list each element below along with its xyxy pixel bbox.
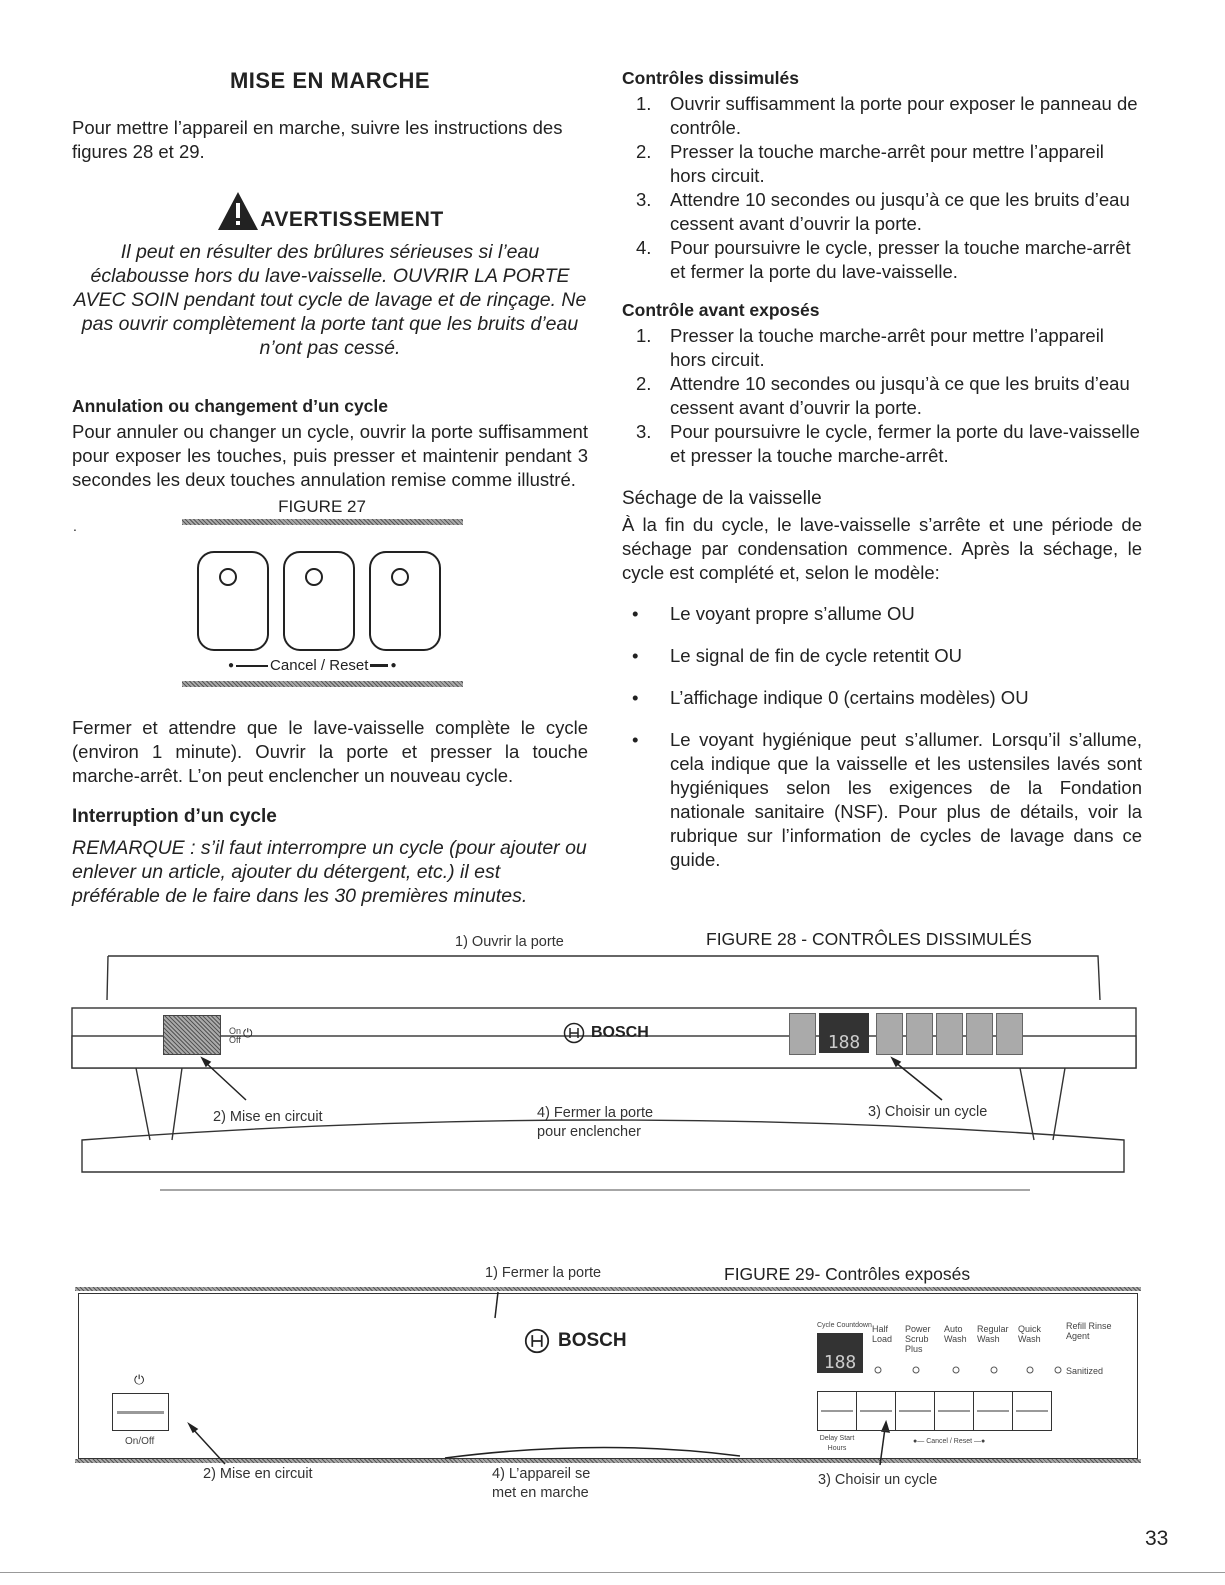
intro-text: Pour mettre l’appareil en marche, suivre les instructions des figures 28 et 29. — [72, 117, 563, 162]
fig27-top-rule — [182, 519, 463, 525]
fig29-key-power[interactable] — [896, 1391, 935, 1431]
fig29-refill-indicator: Refill Rinse Agent — [1066, 1321, 1112, 1341]
list-item: 2. Attendre 10 secondes ou jusqu’à ce que les bruits d’eau cessent avant d’ouvrir la porte. — [636, 373, 1130, 418]
fig28-step4a: 4) Fermer la porte — [537, 1105, 654, 1121]
fig29-key-quick[interactable] — [1013, 1391, 1052, 1431]
fig29-brand: BOSCH — [524, 1328, 627, 1354]
dissimules-steps — [622, 92, 1142, 284]
fig29-key-half[interactable] — [857, 1391, 896, 1431]
list-item: 3. Attendre 10 secondes ou jusqu’à ce que les bruits d’eau cessent avant d’ouvrir la porte. — [636, 189, 1130, 234]
fig28-key-regular[interactable] — [966, 1013, 993, 1055]
fig28-caption: FIGURE 28 - CONTRÔLES DISSIMULÉS — [706, 929, 1032, 949]
list-item: 2. Presser la touche marche-arrêt pour mettre l’appareil hors circuit. — [636, 141, 1104, 186]
fig28-dishwasher-drawing — [70, 950, 1140, 1195]
fig27-dot: . — [73, 518, 77, 534]
list-item: • Le voyant hygiénique peut s’allumer. Lorsqu’il s’allume, cela indique que la vaisselle et les ustensiles lavés sont hygiéniques selon les exigences de la Fondation nationale sanitaire (NSF). Pour plus de détails, voir la rubrique sur l’information de cycles de lavage dans ce guide. — [632, 729, 1142, 870]
fig29-prog-power: Power Scrub Plus — [905, 1324, 931, 1354]
fig27-cancel-reset: ● Cancel / Reset ● — [228, 657, 397, 674]
list-item: • L’affichage indique 0 (certains modèles) OU — [632, 687, 1029, 708]
fig28-key-half[interactable] — [876, 1013, 903, 1055]
fig29-prog-regular: Regular Wash — [977, 1324, 1009, 1344]
power-icon: ⏻ — [134, 1372, 145, 1387]
fig29-step4b: met en marche — [492, 1485, 589, 1501]
fig29-step3: 3) Choisir un cycle — [818, 1472, 938, 1488]
list-item: • Le voyant propre s’allume OU — [632, 603, 915, 624]
fig29-cancel-reset: ●— Cancel / Reset —● — [913, 1438, 986, 1445]
fig29-delay-start: Delay Start Hours — [819, 1435, 855, 1452]
warning-text: Il peut en résulter des brûlures sérieuses si l’eau éclabousse hors du lave-vaisselle. OUVRIR LA PORTE AVEC SOIN pendant tout cycle de lavage et de rinçage. Ne pas ouvrir complètement la porte tant que les bruits d’eau n’ont pas cessé. — [73, 241, 587, 359]
fig29-step4a: 4) L’appareil se — [492, 1466, 591, 1482]
section-title: MISE EN MARCHE — [229, 68, 431, 93]
fig28-power-switch[interactable] — [163, 1015, 221, 1055]
fig28-display: 188 — [819, 1013, 869, 1053]
warning-title: AVERTISSEMENT — [260, 208, 444, 231]
annulation-heading: Annulation ou changement d’un cycle — [72, 396, 388, 416]
fig28-step4b: pour enclencher — [537, 1124, 641, 1140]
fig29-caption: FIGURE 29- Contrôles exposés — [724, 1264, 971, 1284]
fig29-arrows — [180, 1290, 920, 1470]
fig29-cycle-countdown: Cycle Countdown — [817, 1322, 872, 1329]
list-item: 1. Presser la touche marche-arrêt pour mettre l’appareil hors circuit. — [636, 325, 1104, 370]
fig29-key-regular[interactable] — [974, 1391, 1013, 1431]
fig29-prog-auto: Auto Wash — [944, 1324, 967, 1344]
fig28-step2: 2) Mise en circuit — [213, 1109, 323, 1125]
fig28-key-power[interactable] — [906, 1013, 933, 1055]
bosch-logo-icon — [563, 1022, 585, 1044]
fig28-off-label: Off — [229, 1035, 241, 1045]
sechage-bullets — [622, 602, 1142, 890]
exposes-heading: Contrôle avant exposés — [622, 300, 820, 320]
fig28-key-delay[interactable] — [789, 1013, 816, 1055]
fig28-brand: BOSCH — [563, 1022, 649, 1044]
sechage-heading: Séchage de la vaisselle — [622, 488, 822, 509]
list-item: 3. Pour poursuivre le cycle, fermer la porte du lave-vaisselle et presser la touche marche-arrêt. — [636, 421, 1140, 466]
exposes-steps — [622, 324, 1142, 468]
fig27-cancel-label: Cancel / Reset — [270, 657, 369, 674]
fig27-caption: FIGURE 27 — [278, 497, 366, 516]
fig29-keypad — [817, 1391, 1052, 1431]
remarque-text: REMARQUE : s’il faut interrompre un cycle (pour ajouter ou enlever un article, ajouter du détergent, etc.) il est préférable de le faire dans les 30 premières minutes. — [72, 837, 587, 907]
interruption-heading: Interruption d’un cycle — [72, 806, 277, 827]
power-icon: ⏻ — [243, 1026, 253, 1040]
fig28-step3: 3) Choisir un cycle — [868, 1104, 988, 1120]
fig28-on-label: On — [229, 1026, 242, 1036]
fermer-text: Fermer et attendre que le lave-vaisselle complète le cycle (environ 1 minute). Ouvrir la porte et presser la touche marche-arrêt. L’on peut enclencher un nouveau cycle. — [72, 717, 588, 786]
fig28-key-auto[interactable] — [936, 1013, 963, 1055]
page-bottom-rule — [0, 1572, 1225, 1573]
fig29-key-auto[interactable] — [935, 1391, 974, 1431]
fig29-led-row — [870, 1364, 1070, 1376]
list-item: 4. Pour poursuivre le cycle, presser la touche marche-arrêt et fermer la porte du lave-vaisselle. — [636, 237, 1131, 282]
fig28-key-quick[interactable] — [996, 1013, 1023, 1055]
fig27-buttons — [190, 548, 450, 654]
annulation-text: Pour annuler ou changer un cycle, ouvrir la porte suffisamment pour exposer les touches, puis presser et maintenir pendant 3 secondes les deux touches annulation remise comme illustré. — [72, 421, 588, 490]
fig27-bottom-rule — [182, 681, 463, 687]
dissimules-heading: Contrôles dissimulés — [622, 68, 799, 88]
list-item: • Le signal de fin de cycle retentit OU — [632, 645, 963, 666]
bosch-logo-icon — [524, 1328, 550, 1354]
sechage-text: À la fin du cycle, le lave-vaisselle s’arrête et une période de séchage par condensation commence. Après la séchage, le cycle est complété et, selon le modèle: — [622, 514, 1142, 583]
fig29-sanitized-indicator: Sanitized — [1066, 1366, 1104, 1376]
list-item: 1. Ouvrir suffisamment la porte pour exposer le panneau de contrôle. — [636, 93, 1138, 138]
fig29-prog-quick: Quick Wash — [1018, 1324, 1042, 1344]
fig29-display: 188 — [817, 1333, 863, 1373]
fig28-step1: 1) Ouvrir la porte — [455, 934, 564, 950]
page-number: 33 — [1145, 1527, 1169, 1550]
warning-heading — [72, 190, 588, 232]
fig29-prog-half: Half Load — [872, 1324, 893, 1344]
warning-triangle-icon — [216, 190, 260, 232]
fig29-step2: 2) Mise en circuit — [203, 1466, 313, 1482]
fig29-onoff-label: On/Off — [125, 1436, 155, 1447]
fig29-power-button[interactable] — [112, 1393, 169, 1431]
fig29-step1: 1) Fermer la porte — [485, 1265, 602, 1281]
fig29-key-delay[interactable] — [817, 1391, 857, 1431]
